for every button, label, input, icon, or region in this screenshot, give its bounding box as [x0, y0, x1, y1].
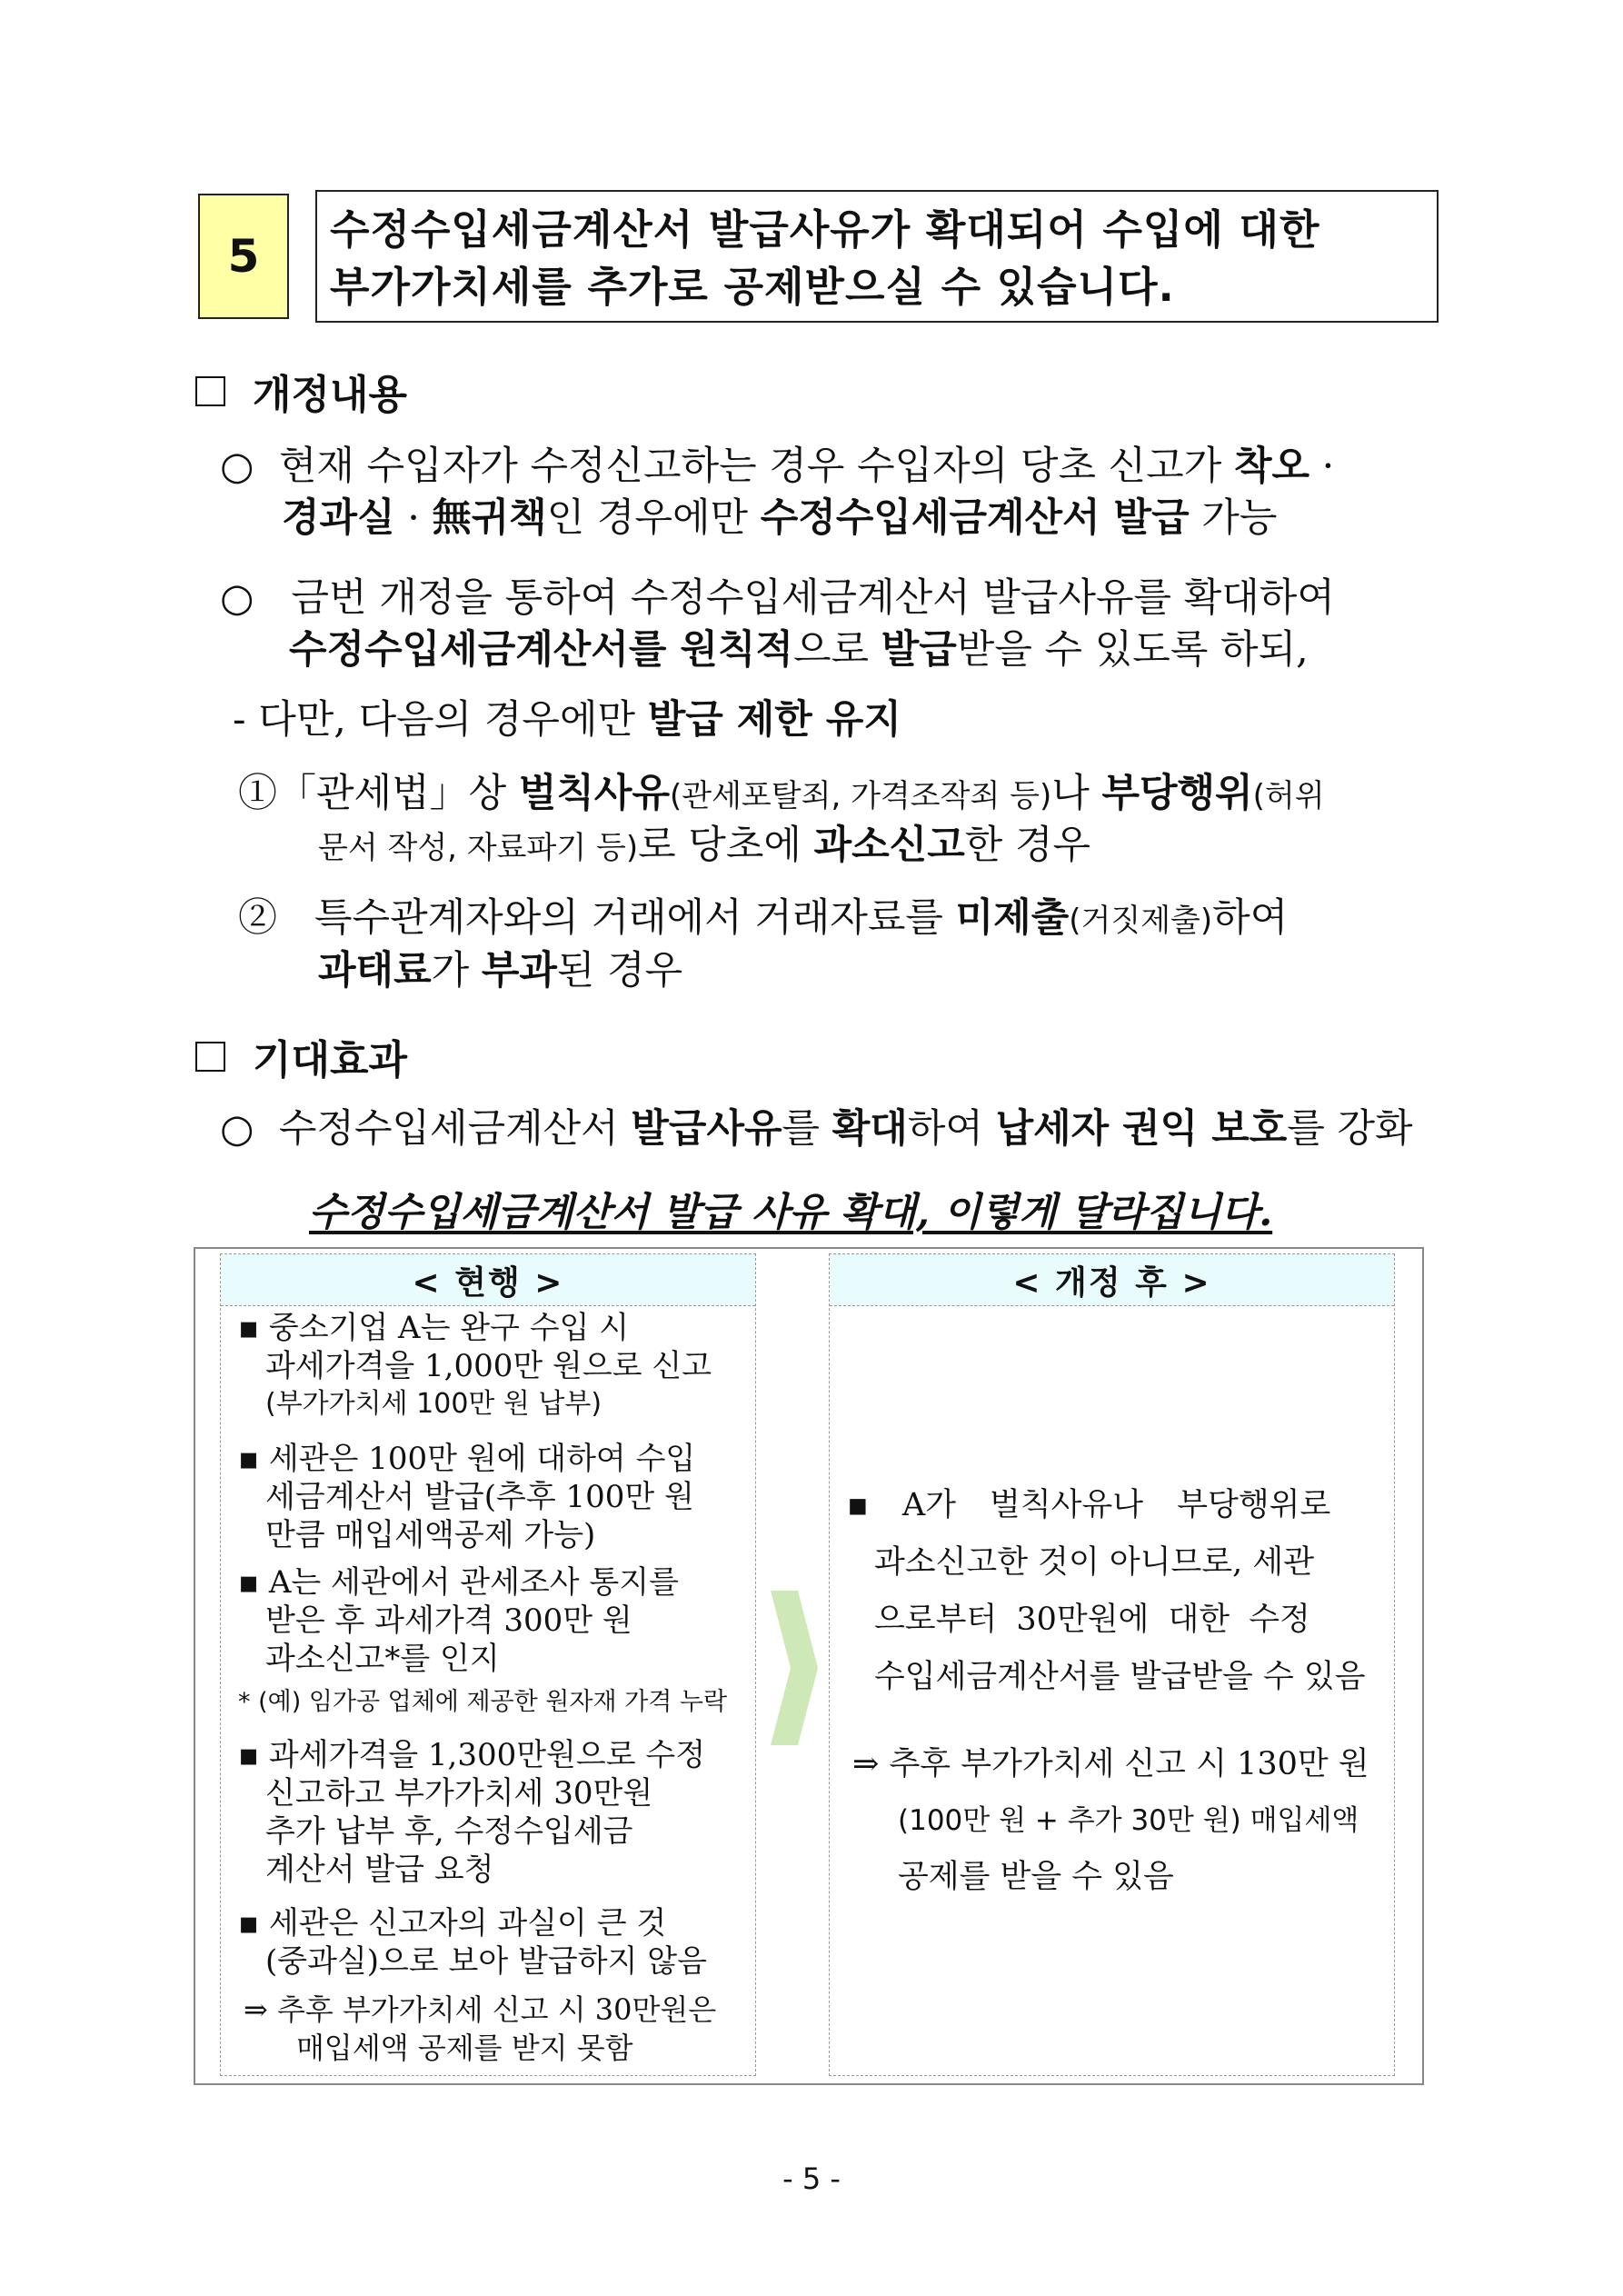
revised-result	[852, 1736, 1369, 1905]
text: ▪ 중소기업 A는 완구 수입 시	[238, 1310, 630, 1346]
restriction-item-1-line-1	[238, 766, 1325, 824]
text: ·	[394, 495, 433, 541]
section-number-badge: 5	[198, 194, 289, 319]
current-footnote: * (예) 임가공 업체에 제공한 원자재 가격 누락	[238, 1688, 728, 1716]
text: 가	[431, 948, 482, 993]
text-small: (관세포탈죄, 가격조작죄 등)	[669, 778, 1052, 814]
text: 현재 수입자가 수정신고하는 경우 수입자의 당초 신고가	[278, 444, 1234, 489]
title-line-2: 부가가치세를 추가로 공제받으실 수 있습니다.	[330, 263, 1175, 311]
text: 「관세법」상	[277, 771, 519, 816]
text: 특수관계자와의 거래에서 거래자료를	[314, 895, 956, 941]
text: 추가 납부 후, 수정수입세금	[265, 1813, 633, 1850]
text: 를	[782, 1106, 832, 1152]
revised-item-1	[847, 1477, 1366, 1706]
text: 된 경우	[556, 948, 683, 993]
text: ▪ 과세가격을 1,300만원으로 수정	[238, 1737, 706, 1773]
text-bold: 과소신고	[813, 823, 965, 868]
circled-one-icon: ①	[238, 771, 277, 816]
revision-heading	[195, 362, 407, 420]
circle-bullet-icon: ○	[220, 444, 254, 489]
text: 하여	[907, 1106, 996, 1152]
text-bold: 無귀책	[432, 495, 547, 541]
text: 받을 수 있도록 하되,	[956, 627, 1309, 673]
text: ▪ 세관은 신고자의 과실이 큰 것	[238, 1905, 667, 1942]
effect-heading-text: 기대효과	[253, 1037, 408, 1083]
text: 가능	[1189, 495, 1278, 541]
current-result	[244, 1991, 716, 2067]
revision-bullet-1-line-2	[282, 491, 1277, 545]
text-bold: 경과실	[282, 495, 395, 541]
text: 한 경우	[964, 823, 1091, 868]
current-column-heading: < 현행 >	[221, 1254, 755, 1306]
restriction-item-1-line-2	[318, 818, 1090, 875]
text-bold: 발급 제한 유지	[647, 697, 901, 743]
text-bold: 확대	[831, 1106, 908, 1152]
revision-bullet-2-line-2	[289, 623, 1309, 677]
restriction-item-2-line-1	[238, 891, 1288, 948]
revision-bullet-2-line-1	[220, 571, 1335, 625]
revised-column-heading: < 개정 후 >	[830, 1254, 1394, 1306]
text: ·	[1309, 444, 1335, 489]
text-small: (거짓제출)	[1069, 903, 1213, 939]
text-bold: 부당행위	[1101, 771, 1253, 816]
revision-bullet-1-line-1	[220, 439, 1334, 494]
text-bold: 부과	[481, 948, 557, 993]
text: 계산서 발급 요청	[265, 1852, 494, 1888]
text: ⇒ 추후 부가가치세 신고 시 130만 원	[852, 1746, 1369, 1782]
circle-bullet-icon: ○	[220, 575, 254, 621]
text: 를 강화	[1287, 1106, 1413, 1152]
text-bold: 과태료	[318, 948, 432, 993]
current-item-1	[238, 1309, 712, 1423]
restriction-item-2-line-2	[318, 943, 682, 998]
text: (100만 원 + 추가 30만 원) 매입세액	[898, 1804, 1359, 1837]
text: ▪ A가 벌칙사유나 부당행위로	[847, 1487, 1331, 1523]
circle-bullet-icon: ○	[220, 1106, 254, 1152]
current-item-5	[238, 1904, 707, 1981]
text: 수정수입세금계산서	[278, 1106, 632, 1152]
current-item-4	[238, 1736, 705, 1889]
text: 과세가격을 1,000만 원으로 신고	[265, 1348, 712, 1384]
effect-heading	[195, 1027, 407, 1085]
section-title	[315, 190, 1439, 323]
title-line-1: 수정수입세금계산서 발급사유가 확대되어 수입에 대한	[330, 205, 1320, 254]
text-bold: 발급	[881, 627, 957, 673]
circled-two-icon: ②	[238, 895, 277, 941]
text: 과소신고한 것이 아니므로, 세관	[874, 1544, 1315, 1581]
text-bold: 수정수입세금계산서 발급	[760, 495, 1190, 541]
text: - 다만, 다음의 경우에만	[233, 697, 648, 743]
text-small: 문서 작성, 자료파기 등)	[318, 830, 639, 866]
text-bold: 착오	[1233, 444, 1310, 489]
text: (중과실)으로 보아 발급하지 않음	[265, 1943, 707, 1980]
revision-heading-text: 개정내용	[253, 372, 408, 418]
text: 만큼 매입세액공제 가능)	[265, 1517, 596, 1553]
text-small: (허위	[1252, 778, 1325, 814]
text: 신고하고 부가가치세 30만원	[265, 1775, 653, 1812]
text: 나	[1051, 771, 1102, 816]
effect-bullet	[220, 1102, 1413, 1156]
text: 인 경우에만	[546, 495, 761, 541]
text-bold: 벌칙사유	[518, 771, 670, 816]
text: 수입세금계산서를 발급받을 수 있음	[874, 1659, 1366, 1695]
text: 세금계산서 발급(추후 100만 원	[265, 1479, 694, 1515]
checkbox-square-icon	[195, 376, 225, 406]
current-item-3	[238, 1563, 679, 1678]
current-item-2	[238, 1440, 695, 1554]
text: 과소신고*를 인지	[265, 1641, 500, 1677]
text-bold: 납세자 권익 보호	[995, 1106, 1288, 1152]
text: 공제를 받을 수 있음	[898, 1859, 1174, 1895]
text: 매입세액 공제를 받지 못함	[296, 2031, 633, 2065]
text: 금번 개정을 통하여 수정수입세금계산서 발급사유를 확대하여	[291, 575, 1335, 621]
text: 받은 후 과세가격 300만 원	[265, 1602, 632, 1639]
text: ▪ 세관은 100만 원에 대하여 수입	[238, 1441, 696, 1477]
text: 으로부터 30만원에 대한 수정	[874, 1602, 1310, 1638]
text: ▪ A는 세관에서 관세조사 통지를	[238, 1564, 679, 1601]
page-number: - 5 -	[782, 2161, 841, 2196]
text: (부가가치세 100만 원 납부)	[265, 1388, 602, 1420]
text: ⇒ 추후 부가가치세 신고 시 30만원은	[244, 1992, 717, 2027]
comparison-title: 수정수입세금계산서 발급 사유 확대, 이렇게 달라집니다.	[309, 1190, 1273, 1235]
text: 으로	[792, 627, 881, 673]
right-arrow-icon	[769, 1591, 820, 1745]
text-bold: 발급사유	[631, 1106, 782, 1152]
restriction-line	[233, 693, 901, 747]
text-bold: 수정수입세금계산서를 원칙적	[289, 627, 793, 673]
checkbox-square-icon	[195, 1042, 225, 1072]
text-bold: 미제출	[955, 895, 1070, 941]
text: 하여	[1212, 895, 1289, 941]
text: 로 당초에	[638, 823, 814, 868]
